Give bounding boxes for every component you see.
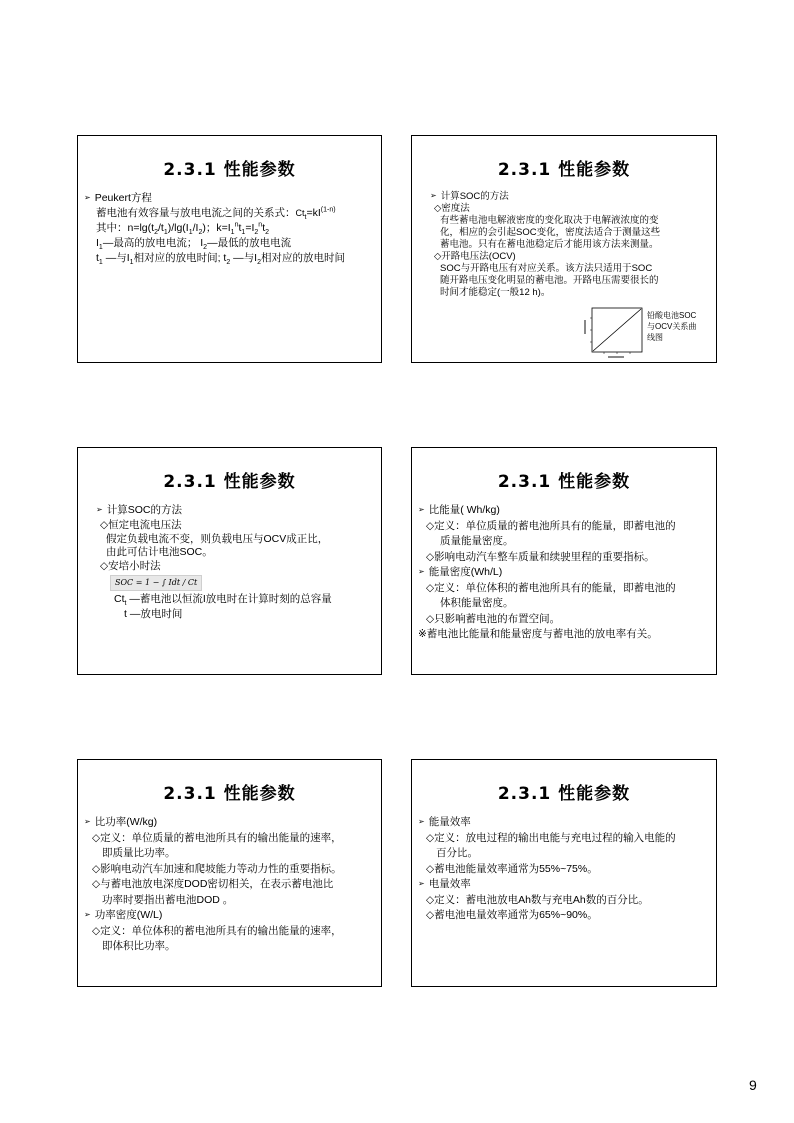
text-line: ◇蓄电池电量效率通常为65%~90%。 <box>426 909 598 921</box>
text-line: $I_1—$最高的放电电流； $I_2—$最低的放电电流 <box>96 237 292 252</box>
text-line: ◇定义：单位质量的蓄电池所具有的能量，即蓄电池的 <box>426 519 676 532</box>
text-line: $t_1$ —与$I_1$相对应的放电时间; $t_2$ —与$I_2$相对应的放电时间 <box>96 252 345 267</box>
text-line: ◇影响电动汽车加速和爬坡能力等动力性的重要指标。 <box>92 862 342 875</box>
text-line: ◇定义：放电过程的输出电能与充电过程的输入电能的 <box>426 831 676 844</box>
bullet-energy-efficiency: ➢ 能量效率 <box>418 815 712 831</box>
soc-ocv-chart-image <box>582 306 644 360</box>
slide-body <box>96 503 377 622</box>
text-line: 即体积比功率。 <box>102 940 176 952</box>
slide-body <box>430 191 712 299</box>
slide-efficiency <box>411 759 717 987</box>
text-line: 蓄电池有效容量与放电电流之间的关系式：$Ct_t=kI^{(1-n)}$ <box>96 206 336 222</box>
text-line: 化，相应的会引起SOC变化，密度法适合于测量这些 <box>440 227 661 238</box>
slide-body <box>418 815 712 924</box>
text-line: 随开路电压变化明显的蓄电池。开路电压需要很长的 <box>440 275 659 286</box>
text-line: ◇定义：单位质量的蓄电池所具有的输出能量的速率， <box>92 831 342 844</box>
text-line: 其中：$n=\lg(t_2/t_1)/\lg(I_1/I_2)$；$k=I_1^nt_1=I_2^nt_2$ <box>96 221 270 237</box>
soc-formula: SOC = 1 − ∫ Idt / Ct <box>110 575 202 591</box>
bullet-soc-method: ➢ 计算SOC的方法 <box>430 191 712 203</box>
text-line: $Ct_t$ —蓄电池以恒流I放电时在计算时刻的总容量 <box>114 593 332 608</box>
text-line: SOC与开路电压有对应关系。该方法只适用于SOC <box>440 263 653 274</box>
slide-peukert <box>77 135 382 363</box>
slide-title: 2.3.1 性能参数 <box>163 160 296 180</box>
text-line: 即质量比功率。 <box>102 847 176 859</box>
bullet-power-density: ➢ 功率密度(W/L) <box>84 908 377 924</box>
text-line: ◇密度法 <box>434 203 470 214</box>
note-line: ※蓄电池比能量和能量密度与蓄电池的放电率有关。 <box>418 628 658 640</box>
text-line: ◇与蓄电池放电深度DOD密切相关，在表示蓄电池比 <box>92 878 334 890</box>
text-line: 有些蓄电池电解液密度的变化取决于电解液浓度的变 <box>440 215 659 226</box>
bullet-charge-efficiency: ➢ 电量效率 <box>418 877 712 893</box>
text-line: 功率时要指出蓄电池DOD 。 <box>102 893 234 906</box>
text-line: ◇安培小时法 <box>100 560 161 572</box>
slide-specific-energy <box>411 447 717 675</box>
bullet-peukert: ➢ Peukert方程 <box>84 191 377 206</box>
slide-soc-methods-1 <box>411 135 717 363</box>
formula-block <box>96 575 377 591</box>
text-line: 假定负载电流不变，则负载电压与OCV成正比， <box>106 533 329 545</box>
bullet-specific-energy: ➢ 比能量( Wh/kg) <box>418 503 712 519</box>
text-line: 蓄电池。只有在蓄电池稳定后才能用该方法来测量。 <box>440 239 659 250</box>
bullet-energy-density: ➢ 能量密度(Wh/L) <box>418 565 712 581</box>
text-line: t —放电时间 <box>124 608 183 620</box>
text-line: ◇恒定电流电压法 <box>100 519 182 531</box>
text-line: ◇蓄电池能量效率通常为55%~75%。 <box>426 862 598 875</box>
slide-body <box>84 191 377 266</box>
slide-title: 2.3.1 性能参数 <box>497 472 631 492</box>
slide-body <box>418 503 712 643</box>
slide-title: 2.3.1 性能参数 <box>497 160 631 180</box>
slide-soc-methods-2 <box>77 447 382 675</box>
text-line: ◇定义：单位体积的蓄电池所具有的输出能量的速率， <box>92 924 342 937</box>
text-line: 体积能量密度。 <box>440 597 514 609</box>
text-line: ◇定义：蓄电池放电Ah数与充电Ah数的百分比。 <box>426 893 649 906</box>
text-line: ◇影响电动汽车整车质量和续驶里程的重要指标。 <box>426 550 655 563</box>
slide-title: 2.3.1 性能参数 <box>163 784 296 804</box>
text-line: 质量能量密度。 <box>440 535 514 547</box>
text-line: 百分比。 <box>436 847 478 859</box>
slide-body <box>84 815 377 955</box>
text-line: 由此可估计电池SOC。 <box>106 546 213 558</box>
slide-title: 2.3.1 性能参数 <box>163 472 296 492</box>
text-line: 时间才能稳定(一般12 h)。 <box>440 287 551 298</box>
text-line: ◇定义：单位体积的蓄电池所具有的能量，即蓄电池的 <box>426 581 676 594</box>
bullet-soc-method: ➢ 计算SOC的方法 <box>96 503 377 518</box>
bullet-specific-power: ➢ 比功率(W/kg) <box>84 815 377 831</box>
slide-specific-power <box>77 759 382 987</box>
text-line: ◇开路电压法(OCV) <box>434 251 516 262</box>
page-number: 9 <box>749 1077 757 1093</box>
slide-title: 2.3.1 性能参数 <box>497 784 631 804</box>
chart-caption: 铅酸电池SOC 与OCV关系曲 线图 <box>647 311 697 342</box>
text-line: ◇只影响蓄电池的布置空间。 <box>426 612 561 625</box>
